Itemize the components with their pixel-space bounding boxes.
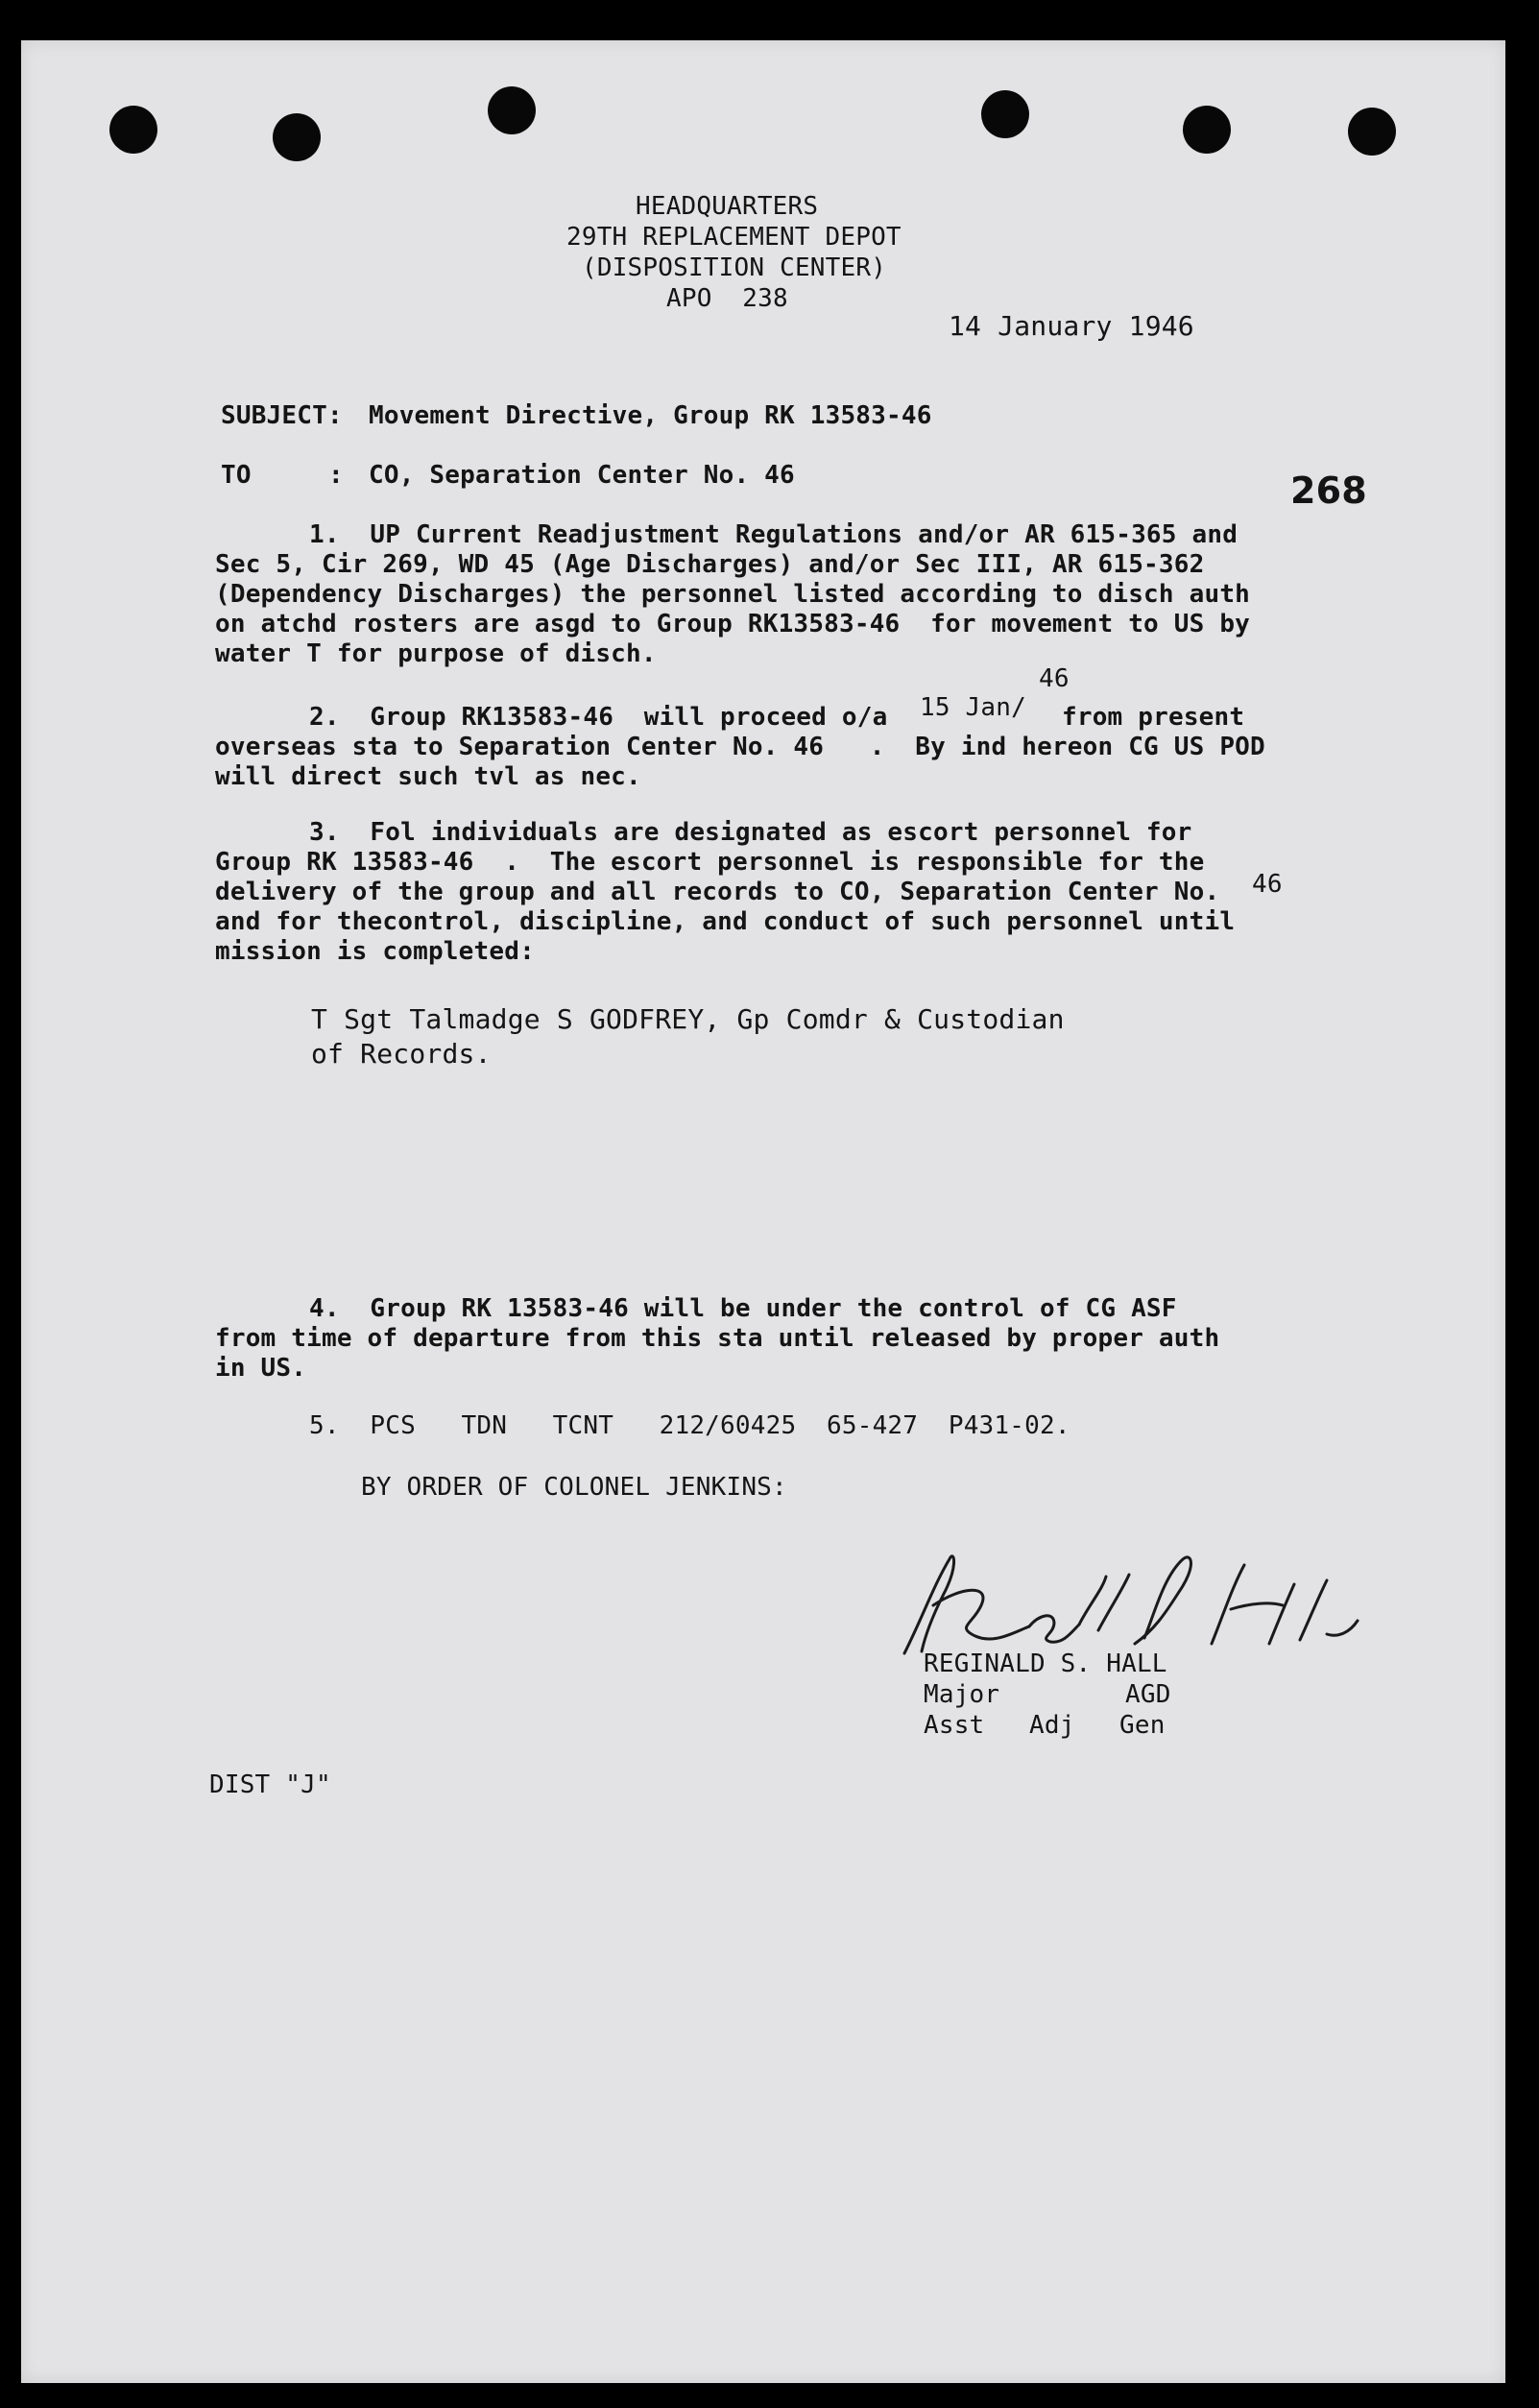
document-page: [21, 40, 1505, 2383]
subject-label: SUBJECT:: [221, 401, 343, 430]
para3-line-3: delivery of the group and all records to CO, Separation Center No.: [215, 878, 1220, 906]
para3-line-1: 3. Fol individuals are designated as escort personnel for: [309, 818, 1192, 847]
para3-line-4: and for thecontrol, discipline, and conduct of such personnel until: [215, 907, 1236, 936]
distribution-line: DIST "J": [209, 1770, 331, 1799]
para3-line-2: Group RK 13583-46 . The escort personnel is responsible for the: [215, 848, 1205, 877]
para4-line-1: 4. Group RK 13583-46 will be under the control of CG ASF: [309, 1294, 1177, 1323]
header-line-1: HEADQUARTERS: [636, 192, 819, 221]
para3-line-5: mission is completed:: [215, 937, 535, 966]
para2-fill-date: 15 Jan/: [920, 693, 1026, 722]
signatory-name: REGINALD S. HALL: [924, 1649, 1167, 1678]
para2-fill-year: 46: [1039, 664, 1070, 693]
signatory-title-gen: Gen: [1119, 1711, 1166, 1740]
para1-line-4: on atchd rosters are asgd to Group RK13583-46 for movement to US by: [215, 610, 1251, 638]
punch-hole-4: [981, 90, 1029, 138]
document-date: 14 January 1946: [949, 310, 1194, 342]
to-text: CO, Separation Center No. 46: [369, 461, 795, 490]
to-colon: :: [328, 461, 344, 490]
escort-line-1: T Sgt Talmadge S GODFREY, Gp Comdr & Custodian: [311, 1003, 1065, 1035]
para3-margin-note: 46: [1252, 870, 1283, 899]
para1-line-3: (Dependency Discharges) the personnel listed according to disch auth: [215, 580, 1251, 609]
para1-line-1: 1. UP Current Readjustment Regulations and/or AR 615-365 and: [309, 520, 1238, 549]
para4-line-3: in US.: [215, 1354, 307, 1383]
escort-line-2: of Records.: [311, 1038, 492, 1070]
para1-line-5: water T for purpose of disch.: [215, 639, 657, 668]
punch-hole-5: [1183, 106, 1231, 154]
punch-hole-1: [109, 106, 157, 154]
order-line: BY ORDER OF COLONEL JENKINS:: [361, 1473, 787, 1502]
header-line-2: 29TH REPLACEMENT DEPOT: [566, 223, 902, 252]
para2-line-3: will direct such tvl as nec.: [215, 762, 641, 791]
signatory-rank: Major: [924, 1680, 1000, 1709]
para5-line: 5. PCS TDN TCNT 212/60425 65-427 P431-02.: [309, 1411, 1070, 1440]
header-line-3: (DISPOSITION CENTER): [582, 253, 887, 282]
para1-line-2: Sec 5, Cir 269, WD 45 (Age Discharges) and/or Sec III, AR 615-362: [215, 550, 1205, 579]
signatory-title-asst: Asst: [924, 1711, 985, 1740]
punch-hole-2: [273, 113, 321, 161]
para2-line-1b: from present: [1062, 703, 1245, 732]
page-number-stamp: 268: [1290, 470, 1367, 512]
para2-line-1a: 2. Group RK13583-46 will proceed o/a: [309, 703, 888, 732]
header-line-4: APO 238: [666, 284, 788, 313]
signatory-title-adj: Adj: [1029, 1711, 1075, 1740]
punch-hole-3: [488, 86, 536, 134]
para2-line-2: overseas sta to Separation Center No. 46 . By ind hereon CG US POD: [215, 733, 1265, 761]
subject-text: Movement Directive, Group RK 13583-46: [369, 401, 932, 430]
para4-line-2: from time of departure from this sta until released by proper auth: [215, 1324, 1220, 1353]
signatory-branch: AGD: [1125, 1680, 1171, 1709]
punch-hole-6: [1348, 108, 1396, 156]
to-label: TO: [221, 461, 252, 490]
